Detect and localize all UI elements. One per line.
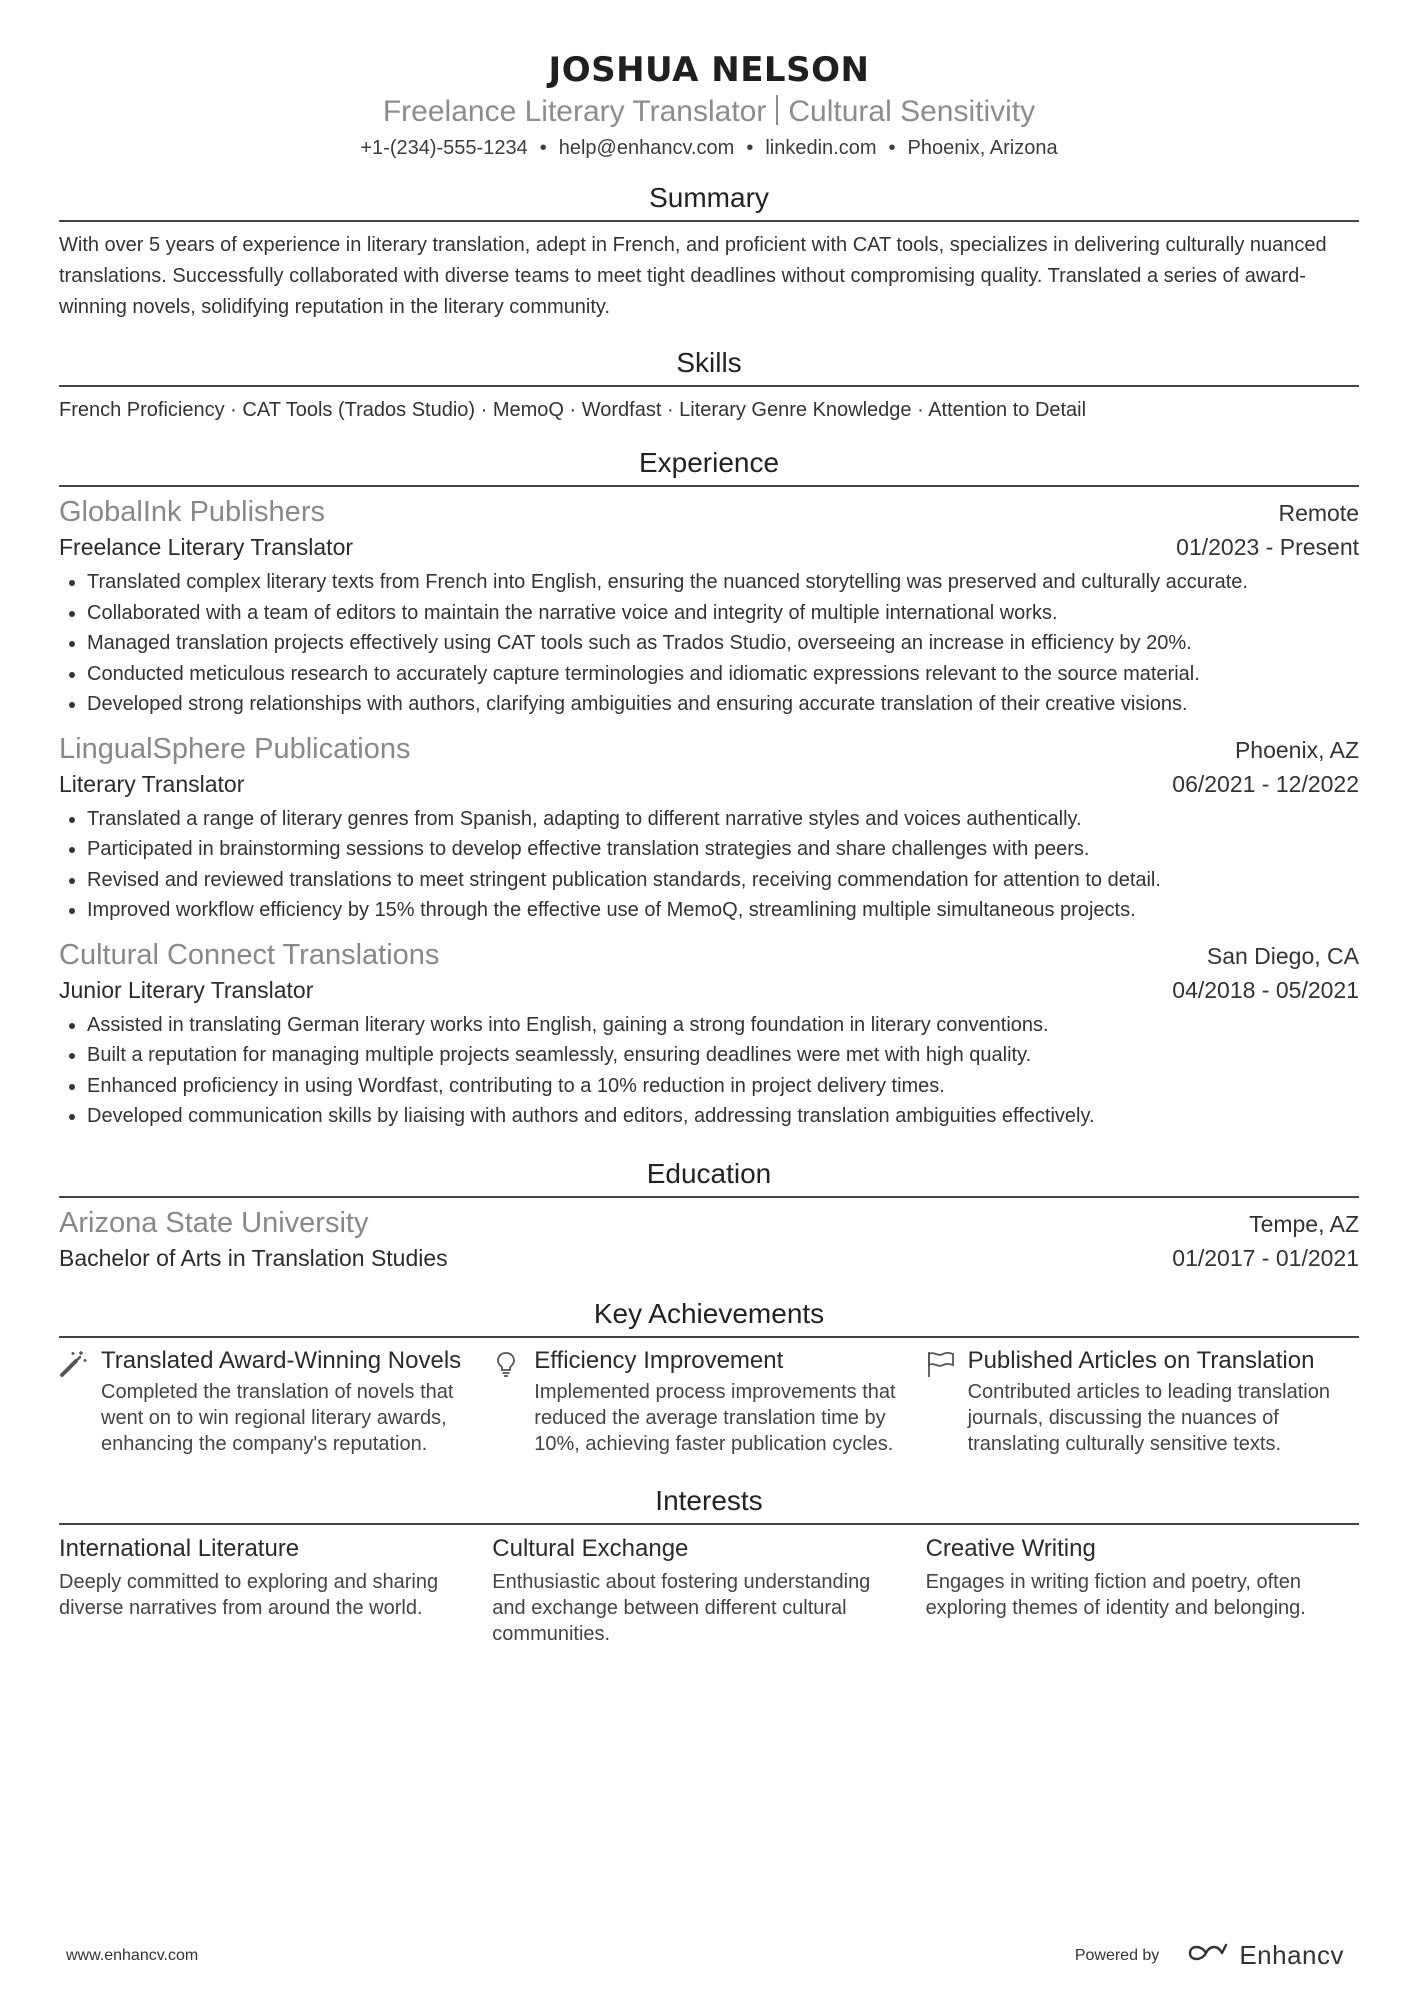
education-dates: 01/2017 - 01/2021	[1172, 1244, 1359, 1271]
interests-grid	[59, 1533, 1359, 1647]
powered-by-label: Powered by	[1074, 1946, 1160, 1964]
achievement-title: Efficiency Improvement	[534, 1346, 784, 1374]
interest-title: International Literature	[59, 1534, 300, 1562]
interest-item	[926, 1533, 1359, 1647]
job-company: LingualSphere Publications	[59, 732, 411, 765]
achievements-grid	[59, 1346, 1359, 1457]
job-dates: 04/2018 - 05/2021	[1172, 976, 1359, 1003]
candidate-name: JOSHUA NELSON	[548, 50, 870, 90]
contact-line	[59, 134, 1359, 162]
flag-icon	[926, 1346, 968, 1457]
job-company: GlobalInk Publishers	[59, 496, 325, 528]
job-role-row	[59, 768, 1359, 800]
achievement-desc: Completed the translation of novels that went on to win regional literary awards, enhancing the company's reputation.	[101, 1380, 454, 1455]
achievement-body	[492, 1346, 901, 1457]
job-bullet: • Improved workflow efficiency by 15% through the effective use of MemoQ, streamlining multiple simultaneous projects.	[87, 895, 1359, 926]
job-bullet: • Developed communication skills by liaising with authors and editors, addressing translation ambiguities effectively.	[87, 1101, 1359, 1132]
interest-item	[492, 1533, 925, 1647]
job-role: Junior Literary Translator	[59, 976, 314, 1003]
job-bullet: • Built a reputation for managing multiple projects seamlessly, ensuring deadlines were met with high quality.	[87, 1040, 1359, 1071]
job-header-row	[59, 493, 1359, 531]
education-heading: Education	[59, 1156, 1359, 1198]
job-location: Remote	[1278, 500, 1359, 526]
achievement-title: Translated Award-Winning Novels	[101, 1346, 462, 1374]
contact-phone[interactable]: +1-(234)-555-1234	[360, 137, 528, 159]
job-bullet: • Developed strong relationships with authors, clarifying ambiguities and ensuring accurate translation of their creative visions.	[87, 689, 1359, 720]
achievement-desc: Implemented process improvements that reduced the average translation time by 10%, achieving faster publication cycles.	[534, 1380, 896, 1455]
education-location: Tempe, AZ	[1249, 1210, 1359, 1237]
interest-desc: Engages in writing fiction and poetry, often exploring themes of identity and belonging.	[925, 1570, 1306, 1619]
interest-item	[59, 1533, 492, 1647]
education-entry	[59, 1204, 1359, 1274]
footer-website-link[interactable]: www.enhancv.com	[66, 1946, 199, 1964]
achievement-text	[968, 1346, 1335, 1457]
skills-section	[59, 345, 1359, 425]
job-entry	[59, 936, 1359, 1132]
job-bullet: • Assisted in translating German literary works into English, gaining a strong foundation in literary conventions.	[87, 1010, 1359, 1041]
job-company: Cultural Connect Translations	[59, 938, 440, 971]
interests-section	[59, 1483, 1359, 1647]
job-entry	[59, 493, 1359, 720]
job-bullet: • Managed translation projects effectively using CAT tools such as Trados Studio, overseeing an increase in efficiency by 20%.	[87, 628, 1359, 659]
headline-divider	[776, 95, 778, 125]
job-bullet: • Revised and reviewed translations to meet stringent publication standards, receiving commendation for attention to detail.	[87, 865, 1359, 896]
lightbulb-icon	[492, 1346, 534, 1457]
experience-section	[59, 445, 1359, 1132]
resume-header	[59, 0, 1359, 162]
job-dates: 01/2023 - Present	[1176, 534, 1359, 560]
job-bullets	[59, 1010, 1359, 1132]
headline-role: Freelance Literary Translator	[382, 95, 767, 128]
achievement-item	[926, 1346, 1359, 1457]
education-school: Arizona State University	[59, 1206, 369, 1239]
contact-separator: •	[746, 137, 754, 159]
job-bullet: • Enhanced proficiency in using Wordfast, contributing to a 10% reduction in project delivery times.	[87, 1071, 1359, 1102]
skills-list: French Proficiency · CAT Tools (Trados Studio) · MemoQ · Wordfast · Literary Genre Knowledge · Attention to Detail	[59, 399, 1087, 421]
job-dates: 06/2021 - 12/2022	[1172, 770, 1359, 797]
education-degree: Bachelor of Arts in Translation Studies	[59, 1244, 448, 1271]
contact-linkedin[interactable]: linkedin.com	[765, 137, 877, 159]
summary-text: With over 5 years of experience in literary translation, adept in French, and proficient with CAT tools, specializes in delivering culturally nuanced translations. Successfully collaborated with diverse teams to meet tight deadlines without compromising quality. Translated a series of award-winning novels, solidifying reputation in the literary community.	[59, 234, 1327, 318]
interest-title: Cultural Exchange	[492, 1534, 689, 1562]
achievements-heading: Key Achievements	[59, 1296, 1359, 1338]
achievement-desc: Contributed articles to leading translation journals, discussing the nuances of translating culturally sensitive texts.	[967, 1380, 1330, 1455]
job-bullets	[59, 804, 1359, 926]
achievement-item	[492, 1346, 925, 1457]
achievements-section	[59, 1296, 1359, 1457]
brand-name: Enhancv	[1239, 1940, 1344, 1970]
candidate-headline	[59, 94, 1359, 130]
interest-desc: Enthusiastic about fostering understanding and exchange between different cultural communities.	[492, 1570, 871, 1645]
job-bullets	[59, 567, 1359, 720]
summary-heading: Summary	[59, 180, 1359, 222]
job-entry	[59, 730, 1359, 926]
education-degree-row	[59, 1242, 1359, 1274]
contact-email[interactable]: help@enhancv.com	[558, 137, 735, 159]
job-header-row	[59, 730, 1359, 768]
achievement-title: Published Articles on Translation	[967, 1346, 1315, 1374]
page-footer	[66, 1940, 1344, 1971]
education-section	[59, 1156, 1359, 1274]
achievement-body	[926, 1346, 1335, 1457]
interest-title: Creative Writing	[925, 1534, 1096, 1562]
contact-location: Phoenix, Arizona	[907, 137, 1058, 159]
achievement-body	[59, 1346, 468, 1457]
skills-heading: Skills	[59, 345, 1359, 387]
job-bullet: • Translated complex literary texts from French into English, ensuring the nuanced storytelling was preserved and culturally accurate.	[87, 567, 1359, 598]
headline-focus: Cultural Sensitivity	[788, 95, 1036, 128]
interest-desc: Deeply committed to exploring and sharing diverse narratives from around the world.	[59, 1570, 439, 1619]
summary-section	[59, 180, 1359, 323]
job-bullet: • Translated a range of literary genres from Spanish, adapting to different narrative styles and voices authentically.	[87, 804, 1359, 835]
contact-separator: •	[539, 137, 547, 159]
achievement-text	[534, 1346, 901, 1457]
job-location: Phoenix, AZ	[1234, 736, 1359, 763]
job-role-row	[59, 531, 1359, 563]
job-bullet: • Collaborated with a team of editors to maintain the narrative voice and integrity of multiple international works.	[87, 598, 1359, 629]
education-header-row	[59, 1204, 1359, 1242]
job-role: Literary Translator	[59, 770, 245, 797]
contact-separator: •	[888, 137, 896, 159]
achievement-item	[59, 1346, 492, 1457]
interests-heading: Interests	[59, 1483, 1359, 1525]
job-header-row	[59, 936, 1359, 974]
job-bullet: • Conducted meticulous research to accurately capture terminologies and idiomatic expressions relevant to the source material.	[87, 659, 1359, 690]
powered-by	[1075, 1940, 1344, 1971]
enhancv-logo-icon	[1185, 1941, 1231, 1970]
experience-heading: Experience	[59, 445, 1359, 487]
job-role-row	[59, 974, 1359, 1006]
job-location: San Diego, CA	[1206, 942, 1359, 969]
magic-wand-icon	[59, 1346, 101, 1457]
job-role: Freelance Literary Translator	[59, 534, 354, 560]
resume-page	[59, 0, 1359, 1647]
job-bullet: • Participated in brainstorming sessions to develop effective translation strategies and share challenges with peers.	[87, 834, 1359, 865]
achievement-text	[101, 1346, 468, 1457]
